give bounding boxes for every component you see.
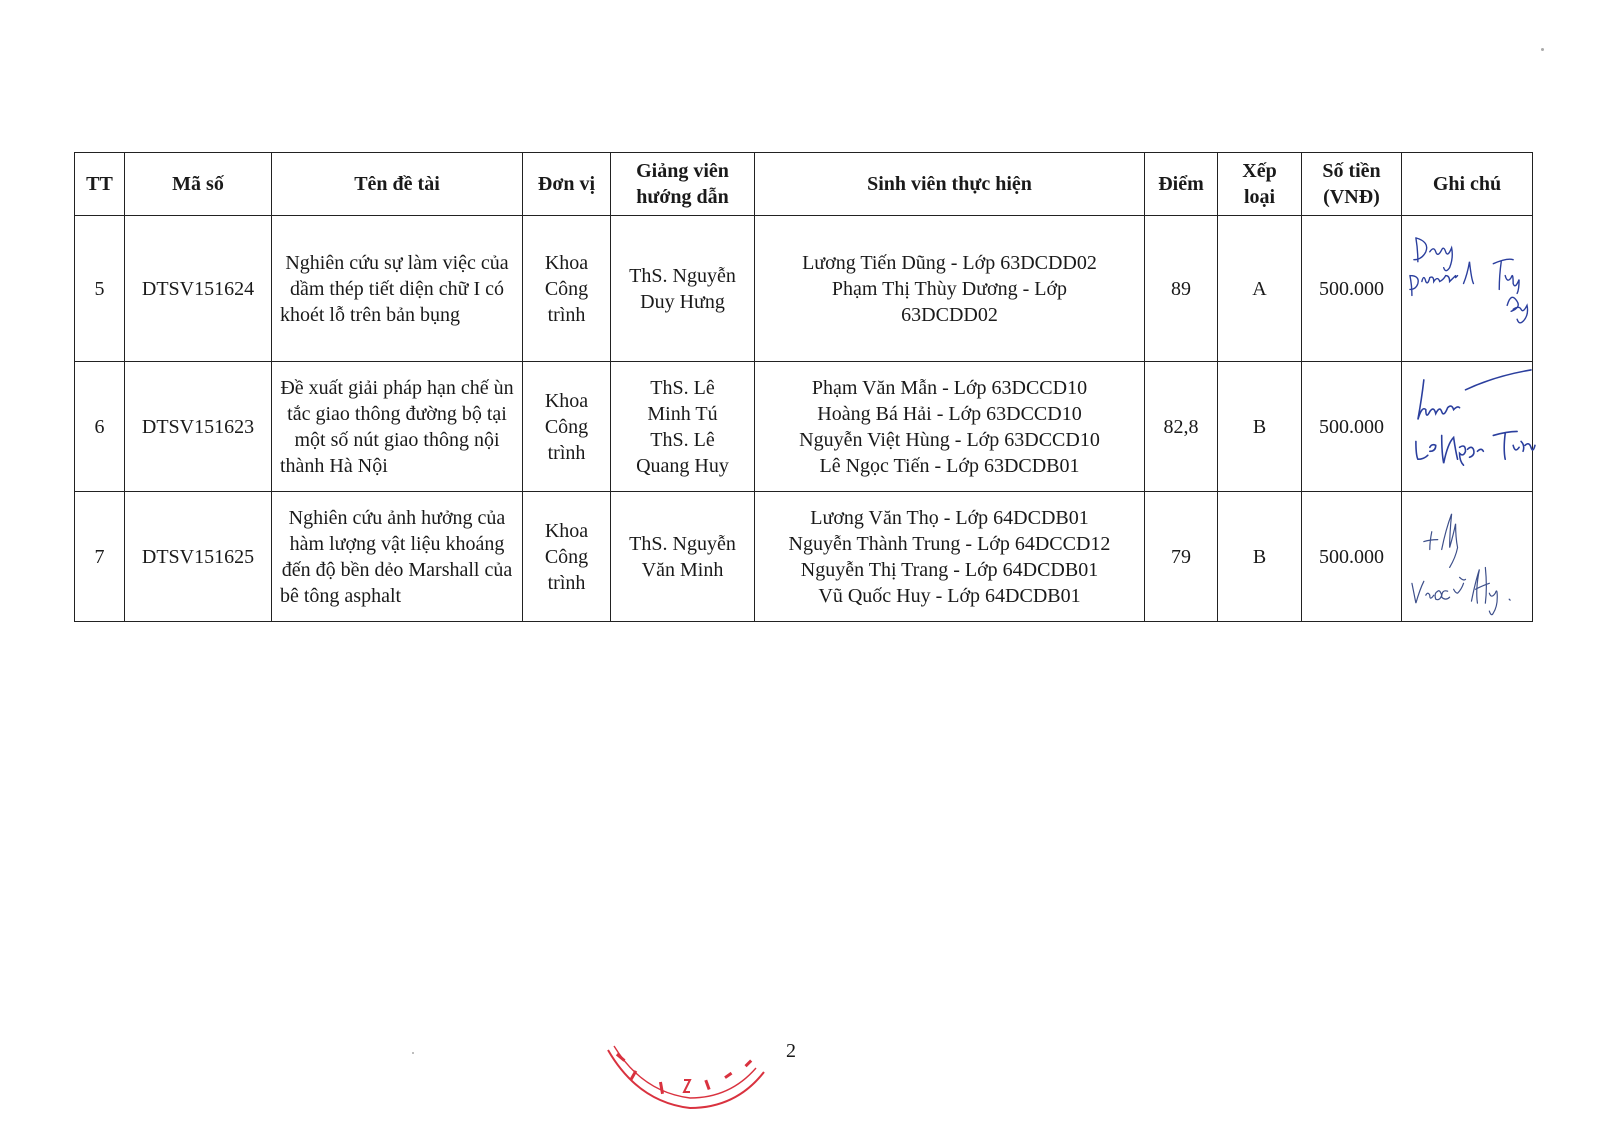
cell-tt: 6 bbox=[75, 362, 125, 492]
header-row bbox=[75, 153, 1533, 216]
header-amount: Số tiền (VNĐ) bbox=[1302, 153, 1402, 216]
cell-topic: Nghiên cứu ảnh hưởng của hàm lượng vật liệu khoáng đến độ bền dẻo Marshall của bê tông asphalt bbox=[272, 492, 523, 622]
page-number: 2 bbox=[786, 1040, 796, 1062]
cell-tt: 7 bbox=[75, 492, 125, 622]
header-code: Mã số bbox=[125, 153, 272, 216]
cell-topic: Nghiên cứu sự làm việc của dầm thép tiết diện chữ I có khoét lỗ trên bản bụng bbox=[272, 216, 523, 362]
header-students: Sinh viên thực hiện bbox=[755, 153, 1145, 216]
header-tt: TT bbox=[75, 153, 125, 216]
header-advisor: Giảng viên hướng dẫn bbox=[611, 153, 755, 216]
header-score: Điểm bbox=[1145, 153, 1218, 216]
cell-score: 89 bbox=[1145, 216, 1218, 362]
cell-students: Phạm Văn Mẫn - Lớp 63DCCD10 Hoàng Bá Hải - Lớp 63DCCD10 Nguyễn Việt Hùng - Lớp 63DCCD10 Lê Ngọc Tiến - Lớp 63DCDB01 bbox=[755, 362, 1145, 492]
cell-unit: Khoa Công trình bbox=[523, 216, 611, 362]
cell-unit: Khoa Công trình bbox=[523, 362, 611, 492]
results-table bbox=[74, 152, 1533, 622]
cell-topic: Đề xuất giải pháp hạn chế ùn tắc giao thông đường bộ tại một số nút giao thông nội thành Hà Nội bbox=[272, 362, 523, 492]
handwritten-signature bbox=[1402, 216, 1532, 361]
header-topic: Tên đề tài bbox=[272, 153, 523, 216]
header-grade: Xếp loại bbox=[1218, 153, 1302, 216]
cell-note-signature bbox=[1402, 216, 1533, 362]
cell-code: DTSV151624 bbox=[125, 216, 272, 362]
cell-advisor: ThS. Nguyễn Duy Hưng bbox=[611, 216, 755, 362]
cell-grade: A bbox=[1218, 216, 1302, 362]
cell-grade: B bbox=[1218, 492, 1302, 622]
table-row bbox=[75, 492, 1533, 622]
handwritten-signature bbox=[1402, 362, 1532, 491]
header-unit: Đơn vị bbox=[523, 153, 611, 216]
scan-speck bbox=[412, 1052, 414, 1054]
cell-code: DTSV151625 bbox=[125, 492, 272, 622]
cell-code: DTSV151623 bbox=[125, 362, 272, 492]
handwritten-signature bbox=[1402, 492, 1532, 621]
cell-students: Lương Tiến Dũng - Lớp 63DCDD02 Phạm Thị Thùy Dương - Lớp 63DCDD02 bbox=[755, 216, 1145, 362]
cell-score: 82,8 bbox=[1145, 362, 1218, 492]
scan-speck bbox=[1541, 48, 1544, 51]
cell-unit: Khoa Công trình bbox=[523, 492, 611, 622]
header-note: Ghi chú bbox=[1402, 153, 1533, 216]
cell-advisor: ThS. Lê Minh Tú ThS. Lê Quang Huy bbox=[611, 362, 755, 492]
cell-score: 79 bbox=[1145, 492, 1218, 622]
cell-amount: 500.000 bbox=[1302, 362, 1402, 492]
red-stamp-seal bbox=[602, 1044, 770, 1112]
table-row bbox=[75, 362, 1533, 492]
cell-advisor: ThS. Nguyễn Văn Minh bbox=[611, 492, 755, 622]
table-row bbox=[75, 216, 1533, 362]
cell-grade: B bbox=[1218, 362, 1302, 492]
cell-note-signature bbox=[1402, 362, 1533, 492]
cell-note-signature bbox=[1402, 492, 1533, 622]
cell-students: Lương Văn Thọ - Lớp 64DCDB01 Nguyễn Thành Trung - Lớp 64DCCD12 Nguyễn Thị Trang - Lớp 64DCDB01 Vũ Quốc Huy - Lớp 64DCDB01 bbox=[755, 492, 1145, 622]
cell-tt: 5 bbox=[75, 216, 125, 362]
cell-amount: 500.000 bbox=[1302, 216, 1402, 362]
cell-amount: 500.000 bbox=[1302, 492, 1402, 622]
